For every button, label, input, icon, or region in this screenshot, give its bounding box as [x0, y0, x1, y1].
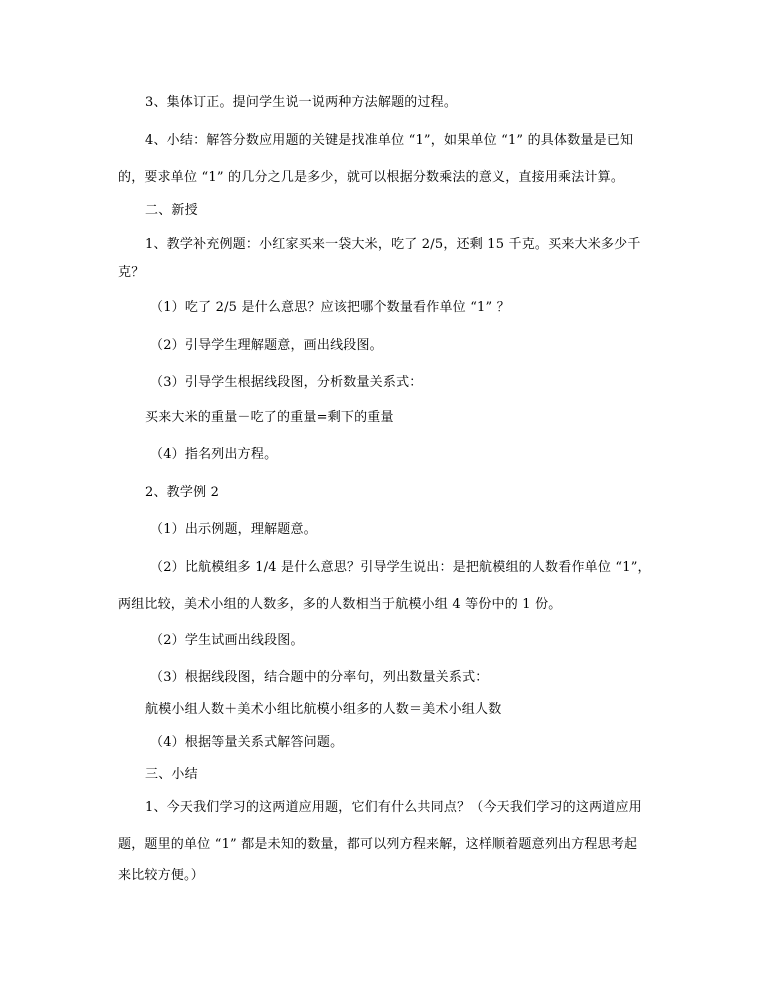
text-line-summary-1: 4、小结：解答分数应用题的关键是找准单位 “1”，如果单位 “1” 的具体数量是已知	[145, 133, 634, 148]
text-line-summary-2: 的，要求单位 “1” 的几分之几是多少，就可以根据分数乘法的意义，直接用乘法计算。	[118, 170, 625, 185]
text-line-example-1b: 克？	[118, 265, 145, 280]
section-heading-summary: 三、小结	[145, 767, 198, 782]
text-line-ex2-step-2b: 两组比较，美术小组的人数多，多的人数相当于航模小组 4 等份中的 1 份。	[118, 597, 562, 612]
text-line-ex2-step-3: （3）根据线段图，结合题中的分率句，列出数量关系式：	[150, 670, 489, 685]
text-line-conclusion-2: 题，题里的单位 “1” 都是未知的数量，都可以列方程来解，这样顺着题意列出方程思考起	[118, 837, 638, 852]
text-line-example-2: 2、教学例 2	[145, 485, 220, 500]
text-line-example-1a: 1、教学补充例题：小红家买来一袋大米，吃了 2/5，还剩 15 千克。买来大米多少千	[145, 237, 641, 252]
text-line-relation-1: 买来大米的重量－吃了的重量=剩下的重量	[145, 410, 394, 425]
text-line-conclusion-3: 来比较方便。）	[118, 868, 204, 883]
text-line-conclusion-1: 1、今天我们学习的这两道应用题，它们有什么共同点？（今天我们学习的这两道应用	[145, 800, 642, 815]
text-line-ex2-step-4: （4）根据等量关系式解答问题。	[150, 735, 344, 750]
text-line-ex2-step-2a: （2）比航模组多 1/4 是什么意思？引导学生说出：是把航模组的人数看作单位 “1”，	[150, 560, 651, 575]
text-line-step-3: （3）引导学生根据线段图，分析数量关系式：	[150, 375, 423, 390]
text-line-ex2-step-2c: （2）学生试画出线段图。	[150, 633, 304, 648]
text-line-review: 3、集体订正。提问学生说一说两种方法解题的过程。	[145, 95, 458, 110]
text-line-step-1: （1）吃了 2/5 是什么意思？应该把哪个数量看作单位 “1” ？	[150, 300, 510, 315]
text-line-step-4: （4）指名列出方程。	[150, 447, 278, 462]
text-line-ex2-step-1: （1）出示例题，理解题意。	[150, 522, 317, 537]
section-heading-new-lesson: 二、新授	[145, 203, 198, 218]
text-line-relation-2: 航模小组人数＋美术小组比航模小组多的人数＝美术小组人数	[145, 702, 502, 717]
text-line-step-2: （2）引导学生理解题意，画出线段图。	[150, 338, 383, 353]
